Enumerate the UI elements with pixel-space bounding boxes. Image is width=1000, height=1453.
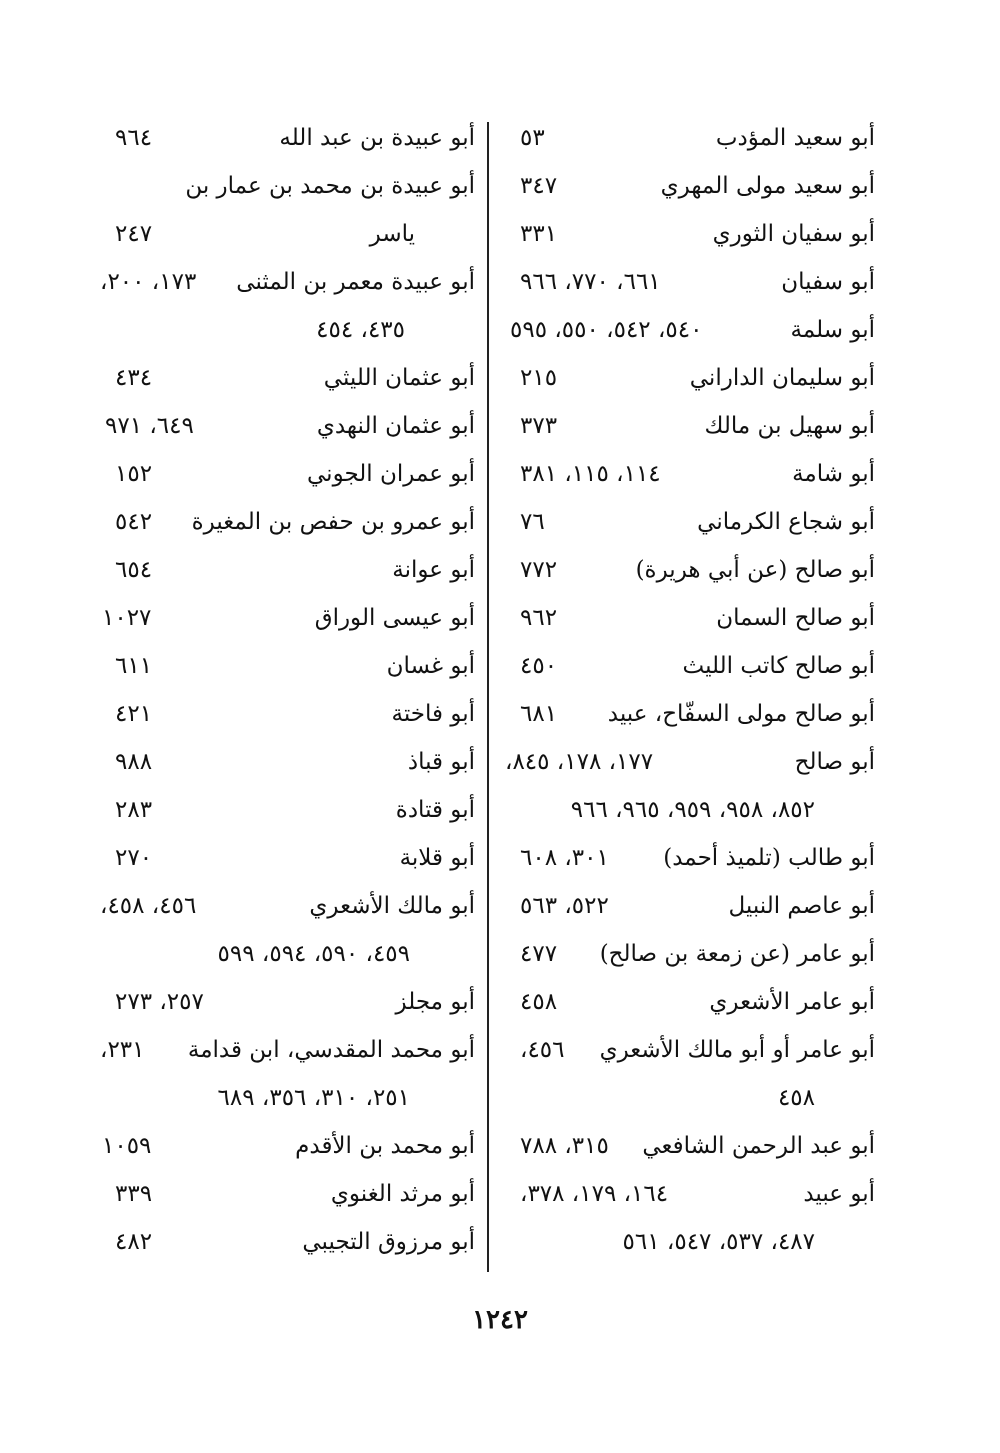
entry-name: أبو صالح السمان [716,605,875,631]
entry-name: أبو عبيد [803,1181,875,1207]
index-entry [100,1222,475,1262]
column-divider [487,122,489,1272]
entry-pages: ٤٢١ [115,701,153,727]
entry-pages: ٤٥٩، ٥٩٠، ٥٩٤، ٥٩٩ [217,941,410,967]
entry-name: أبو عامر (عن زمعة بن صالح) [599,941,875,967]
index-entry [505,502,875,542]
index-entry [505,646,875,686]
page-number: ١٢٤٢ [472,1305,528,1335]
entry-pages: ١١٤، ١١٥، ٣٨١ [520,461,661,487]
entry-name: أبو عيسى الوراق [314,605,475,631]
entry-name: أبو مرزوق التجيبي [302,1229,475,1255]
entry-pages: ٥٤٠، ٥٤٢، ٥٥٠، ٥٩٥ [510,317,703,343]
index-entry [505,454,875,494]
entry-pages: ٣١٥، ٧٨٨ [520,1133,609,1159]
entry-pages: ٢٣١، [100,1037,145,1063]
entry-name: أبو شامة [792,461,875,487]
index-entry [100,982,475,1022]
entry-name: أبو شجاع الكرماني [697,509,875,535]
entry-pages: ٦٦١، ٧٧٠، ٩٦٦ [520,269,661,295]
index-entry-continuation [100,310,475,350]
index-entry [100,1126,475,1166]
entry-name: أبو سفيان [781,269,875,295]
index-entry [100,646,475,686]
index-entry [505,118,875,158]
entry-name: أبو عمرو بن حفص بن المغيرة [191,509,475,535]
index-entry [505,1126,875,1166]
entry-name: أبو محمد بن الأقدم [295,1133,475,1159]
entry-name: أبو سعيد مولى المهري [660,173,875,199]
entry-name: أبو عوانة [392,557,475,583]
entry-pages: ١٦٤، ١٧٩، ٣٧٨، [520,1181,669,1207]
entry-pages: ٩٦٢ [520,605,558,631]
entry-pages: ٤٥٦، ٤٥٨، [100,893,197,919]
index-entry [100,790,475,830]
entry-pages: ٧٧٢ [520,557,558,583]
entry-pages: ٣٧٣ [520,413,558,439]
entry-pages: ٢٥٧، ٢٧٣ [115,989,204,1015]
index-entry [505,406,875,446]
entry-pages: ١٥٢ [115,461,153,487]
index-entry-continuation [505,1222,875,1262]
entry-pages: ٤٥٨ [777,1085,815,1111]
entry-pages: ٦٤٩، ٩٧١ [105,413,194,439]
entry-pages: ٤٣٥، ٤٥٤ [316,317,405,343]
entry-pages: ١٠٢٧ [102,605,152,631]
entry-pages: ٧٦ [520,509,545,535]
index-entry [100,262,475,302]
entry-pages: ٩٦٤ [115,125,153,151]
entry-name: أبو عبيدة بن محمد بن عمار بن [185,173,475,199]
entry-name: أبو سهيل بن مالك [704,413,875,439]
index-entry-continuation [505,1078,875,1118]
index-entry [505,694,875,734]
index-entry [100,166,475,206]
index-entry [505,310,875,350]
entry-name: أبو مرثد الغنوي [330,1181,475,1207]
index-entry [505,742,875,782]
entry-pages: ٩٨٨ [115,749,153,775]
index-entry [505,934,875,974]
index-entry [505,598,875,638]
entry-pages: ٥٢٢، ٥٦٣ [520,893,609,919]
entry-pages: ٤٥٦، [520,1037,565,1063]
entry-pages: ٢١٥ [520,365,558,391]
entry-name: أبو صالح مولى السفّاح، عبيد [607,701,875,727]
entry-pages: ٢٨٣ [115,797,153,823]
entry-name: أبو عثمان الليثي [323,365,475,391]
index-entry [100,454,475,494]
index-entry [100,694,475,734]
index-entry [100,358,475,398]
entry-name: أبو سلمة [790,317,875,343]
index-entry-continuation [100,1078,475,1118]
entry-pages: ٦١١ [115,653,153,679]
entry-pages: ١٧٣، ٢٠٠، [100,269,197,295]
index-entry [505,886,875,926]
index-entry [100,742,475,782]
entry-pages: ٨٥٢، ٩٥٨، ٩٥٩، ٩٦٥، ٩٦٦ [570,797,815,823]
entry-name: أبو عبيدة بن عبد الله [279,125,475,151]
index-entry [100,838,475,878]
entry-name: أبو صالح (عن أبي هريرة) [635,557,875,583]
entry-name: أبو عثمان النهدي [316,413,475,439]
entry-pages: ١٠٥٩ [102,1133,152,1159]
index-entry [100,406,475,446]
index-entry-continuation [100,934,475,974]
entry-pages: ٣٣٩ [115,1181,153,1207]
index-entry [100,1030,475,1070]
index-entry [505,1030,875,1070]
index-entry [100,502,475,542]
entry-pages: ٣٠١، ٦٠٨ [520,845,609,871]
index-entry [100,550,475,590]
index-entry [100,598,475,638]
entry-name: أبو سعيد المؤدب [715,125,875,151]
index-entry [100,214,475,254]
index-entry [505,1174,875,1214]
entry-name: أبو عبد الرحمن الشافعي [642,1133,875,1159]
entry-name: أبو عبيدة معمر بن المثنى [236,269,475,295]
entry-name: أبو مجلز [395,989,475,1015]
entry-name: أبو سليمان الداراني [689,365,875,391]
entry-pages: ٦٥٤ [115,557,153,583]
entry-name: أبو قباذ [407,749,475,775]
index-entry [505,166,875,206]
entry-name: أبو صالح كاتب الليث [682,653,875,679]
index-entry [505,550,875,590]
entry-name: أبو صالح [794,749,875,775]
entry-name: أبو فاختة [391,701,475,727]
index-entry [505,214,875,254]
entry-name: أبو قتادة [395,797,475,823]
index-entry [505,982,875,1022]
entry-pages: ٤٥٨ [520,989,558,1015]
entry-name: أبو عامر أو أبو مالك الأشعري [599,1037,875,1063]
entry-pages: ٤٥٠ [520,653,558,679]
index-entry [100,1174,475,1214]
entry-pages: ٢٧٠ [115,845,153,871]
entry-name: أبو قلابة [399,845,475,871]
index-entry [505,358,875,398]
entry-pages: ٣٣١ [520,221,558,247]
index-entry [100,118,475,158]
entry-name: أبو سفيان الثوري [712,221,875,247]
entry-name: أبو عامر الأشعري [709,989,875,1015]
entry-pages: ٥٣ [520,125,545,151]
entry-pages: ٤٧٧ [520,941,558,967]
entry-pages: ١٧٧، ١٧٨، ٨٤٥، [505,749,654,775]
entry-pages: ٣٤٧ [520,173,558,199]
index-entry [100,886,475,926]
entry-name: أبو مالك الأشعري [309,893,475,919]
entry-pages: ٢٥١، ٣١٠، ٣٥٦، ٦٨٩ [217,1085,410,1111]
entry-name: أبو محمد المقدسي، ابن قدامة [187,1037,475,1063]
index-entry [505,262,875,302]
entry-name: أبو طالب (تلميذ أحمد) [663,845,875,871]
entry-pages: ٤٨٢ [115,1229,153,1255]
entry-name: أبو غسان [386,653,475,679]
entry-name: أبو عمران الجوني [307,461,475,487]
index-entry [505,838,875,878]
index-entry-continuation [505,790,875,830]
entry-pages: ٢٤٧ [115,221,153,247]
entry-name: أبو عاصم النبيل [728,893,875,919]
entry-pages: ٤٣٤ [115,365,153,391]
entry-name: ياسر [369,221,415,247]
entry-pages: ٦٨١ [520,701,558,727]
entry-pages: ٤٨٧، ٥٣٧، ٥٤٧، ٥٦١ [622,1229,815,1255]
entry-pages: ٥٤٢ [115,509,153,535]
